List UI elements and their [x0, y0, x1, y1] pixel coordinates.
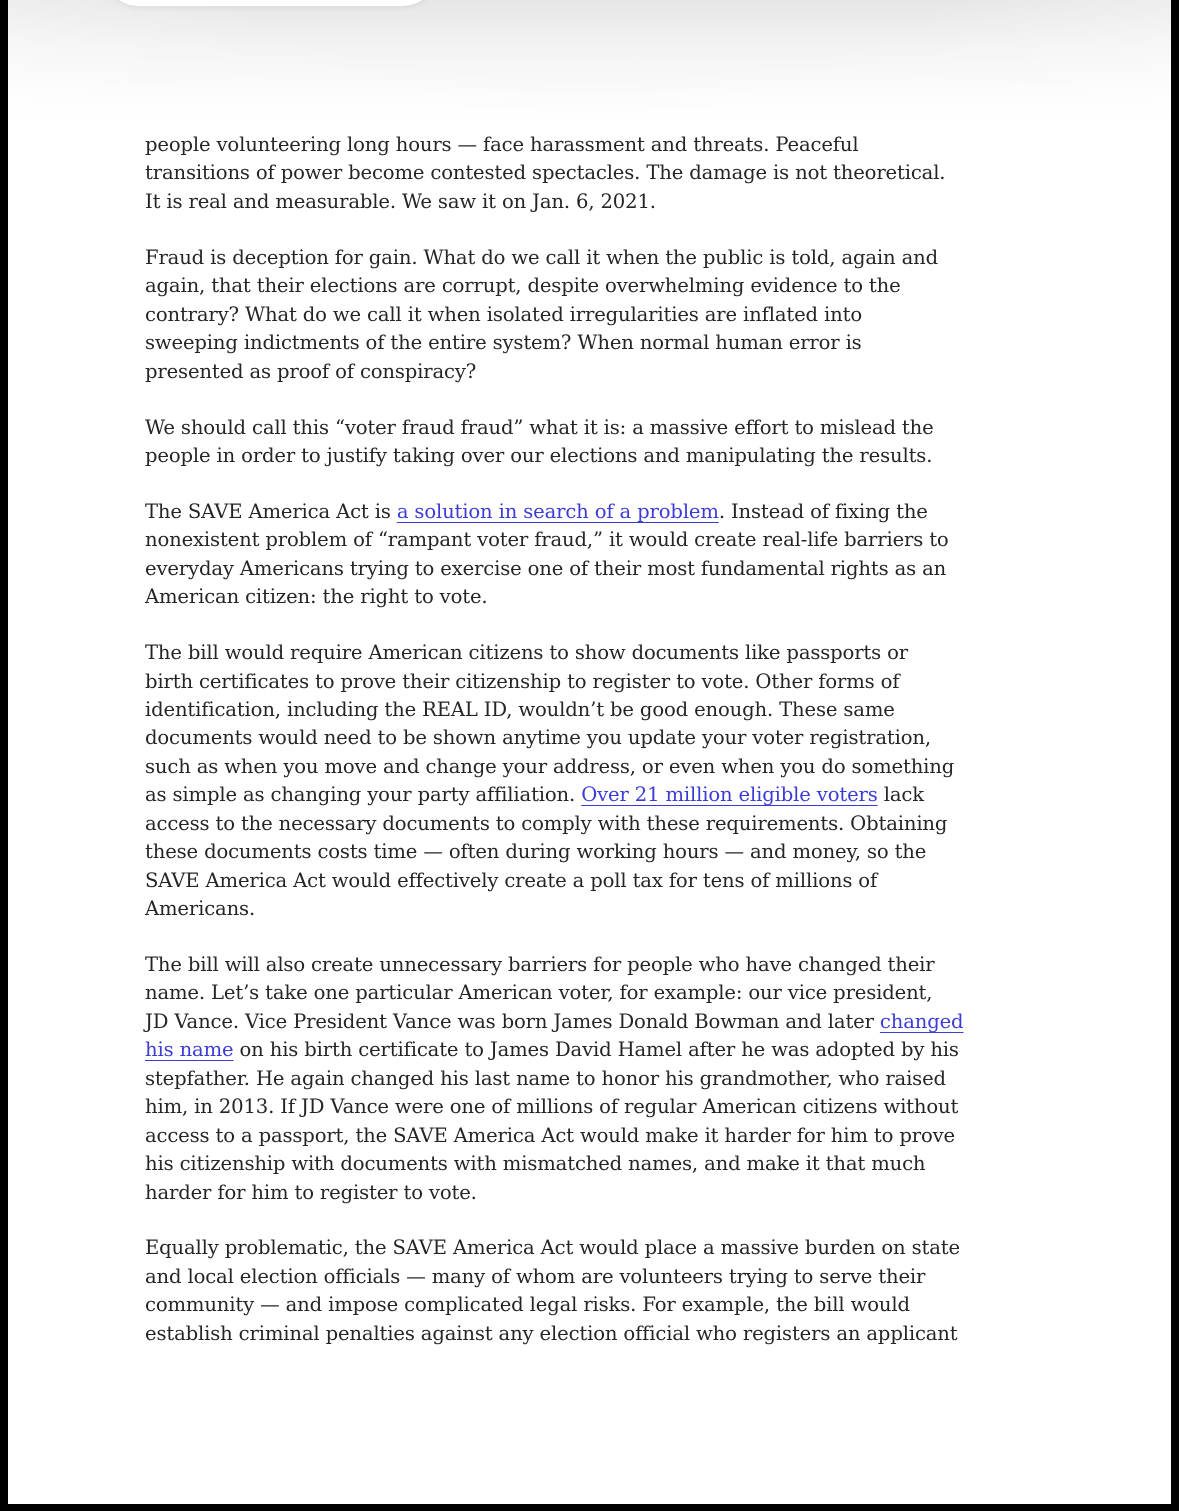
- text-segment: contrary? What do we call it when isolated irregularities are inflated into: [145, 302, 862, 326]
- text-line: [145, 867, 1050, 895]
- text-segment: as simple as changing your party affiliation.: [145, 783, 582, 807]
- text-segment: Equally problematic, the SAVE America Act would place a massive burden on state: [145, 1236, 960, 1260]
- text-segment: The SAVE America Act is: [145, 499, 397, 523]
- text-line: [145, 358, 1050, 386]
- text-line: [145, 810, 1050, 838]
- text-line: [145, 1093, 1050, 1121]
- text-line: [145, 244, 1050, 272]
- text-line: [145, 498, 1050, 526]
- text-line: [145, 979, 1050, 1007]
- text-line: [145, 526, 1050, 554]
- text-segment: stepfather. He again changed his last name to honor his grandmother, who raised: [145, 1066, 946, 1090]
- text-segment: . Instead of fixing the: [718, 499, 928, 523]
- text-segment: harder for him to register to vote.: [145, 1180, 477, 1204]
- text-line: [145, 301, 1050, 329]
- text-line: [145, 1122, 1050, 1150]
- text-line: [145, 639, 1050, 667]
- text-line: [145, 555, 1050, 583]
- text-segment: SAVE America Act would effectively create a poll tax for tens of millions of: [145, 868, 878, 892]
- text-segment: We should call this “voter fraud fraud” what it is: a massive effort to mislead the: [145, 415, 934, 439]
- text-line: [145, 724, 1050, 752]
- top-toolbar-edge: [103, 0, 438, 6]
- text-line: [145, 159, 1050, 187]
- text-line: [145, 895, 1050, 923]
- inline-link[interactable]: his name: [145, 1038, 234, 1062]
- text-segment: lack: [877, 783, 924, 807]
- text-segment: nonexistent problem of “rampant voter fraud,” it would create real-life barriers to: [145, 528, 949, 552]
- text-segment: name. Let’s take one particular American voter, for example: our vice president,: [145, 981, 933, 1005]
- text-segment: transitions of power become contested spectacles. The damage is not theoretical.: [145, 161, 946, 185]
- text-line: [145, 1263, 1050, 1291]
- text-segment: community — and impose complicated legal risks. For example, the bill would: [145, 1293, 910, 1317]
- text-segment: It is real and measurable. We saw it on Jan. 6, 2021.: [145, 189, 656, 213]
- text-segment: people in order to justify taking over our elections and manipulating the results.: [145, 443, 933, 467]
- text-segment: The bill would require American citizens to show documents like passports or: [145, 641, 908, 665]
- text-segment: Americans.: [145, 897, 256, 921]
- text-segment: access to the necessary documents to comply with these requirements. Obtaining: [145, 811, 948, 835]
- paragraph: [145, 1234, 1050, 1348]
- paragraph: [145, 498, 1050, 612]
- text-segment: such as when you move and change your address, or even when you do something: [145, 754, 955, 778]
- text-line: [145, 188, 1050, 216]
- paragraph: [145, 414, 1050, 471]
- text-segment: people volunteering long hours — face harassment and threats. Peaceful: [145, 133, 859, 156]
- text-segment: establish criminal penalties against any election official who registers an applicant: [145, 1321, 958, 1345]
- text-segment: these documents costs time — often during working hours — and money, so the: [145, 840, 927, 864]
- paragraph: [145, 639, 1050, 923]
- text-line: [145, 131, 1050, 159]
- inline-link[interactable]: a solution in search of a problem: [396, 499, 719, 523]
- text-line: [145, 1036, 1050, 1064]
- text-segment: sweeping indictments of the entire system? When normal human error is: [145, 331, 862, 355]
- text-segment: and local election officials — many of whom are volunteers trying to serve their: [145, 1264, 926, 1288]
- text-segment: everyday Americans trying to exercise one of their most fundamental rights as an: [145, 556, 947, 580]
- paragraph: [145, 131, 1050, 216]
- text-line: [145, 1234, 1050, 1262]
- text-line: [145, 1291, 1050, 1319]
- text-segment: American citizen: the right to vote.: [145, 585, 488, 609]
- text-line: [145, 668, 1050, 696]
- paragraph: [145, 951, 1050, 1207]
- text-segment: The bill will also create unnecessary barriers for people who have changed their: [145, 953, 935, 976]
- paragraph: [145, 244, 1050, 386]
- text-line: [145, 1320, 1050, 1348]
- text-line: [145, 951, 1050, 979]
- text-line: [145, 1179, 1050, 1207]
- inline-link[interactable]: changed: [879, 1009, 964, 1033]
- article-body: [145, 131, 1050, 1376]
- text-segment: access to a passport, the SAVE America Act would make it harder for him to prove: [145, 1123, 955, 1147]
- text-segment: documents would need to be shown anytime you update your voter registration,: [145, 726, 931, 750]
- text-segment: him, in 2013. If JD Vance were one of millions of regular American citizens without: [145, 1095, 959, 1119]
- text-segment: his citizenship with documents with mismatched names, and make it that much: [145, 1152, 926, 1176]
- text-line: [145, 442, 1050, 470]
- text-line: [145, 583, 1050, 611]
- text-segment: again, that their elections are corrupt, despite overwhelming evidence to the: [145, 274, 901, 298]
- text-line: [145, 753, 1050, 781]
- top-shadow: [8, 0, 1171, 120]
- text-segment: birth certificates to prove their citizenship to register to vote. Other forms of: [145, 669, 900, 693]
- text-line: [145, 781, 1050, 809]
- document-page: [8, 0, 1171, 1504]
- text-segment: identification, including the REAL ID, wouldn’t be good enough. These same: [145, 698, 895, 721]
- text-segment: JD Vance. Vice President Vance was born James Donald Bowman and later: [145, 1009, 880, 1033]
- text-line: [145, 272, 1050, 300]
- text-line: [145, 1150, 1050, 1178]
- inline-link[interactable]: Over 21 million eligible voters: [581, 783, 878, 807]
- text-line: [145, 838, 1050, 866]
- text-line: [145, 696, 1050, 724]
- text-segment: Fraud is deception for gain. What do we call it when the public is told, again and: [145, 245, 938, 269]
- text-line: [145, 1065, 1050, 1093]
- text-line: [145, 1008, 1050, 1036]
- text-segment: on his birth certificate to James David Hamel after he was adopted by his: [233, 1038, 959, 1062]
- text-segment: presented as proof of conspiracy?: [145, 359, 477, 383]
- text-line: [145, 414, 1050, 442]
- text-line: [145, 329, 1050, 357]
